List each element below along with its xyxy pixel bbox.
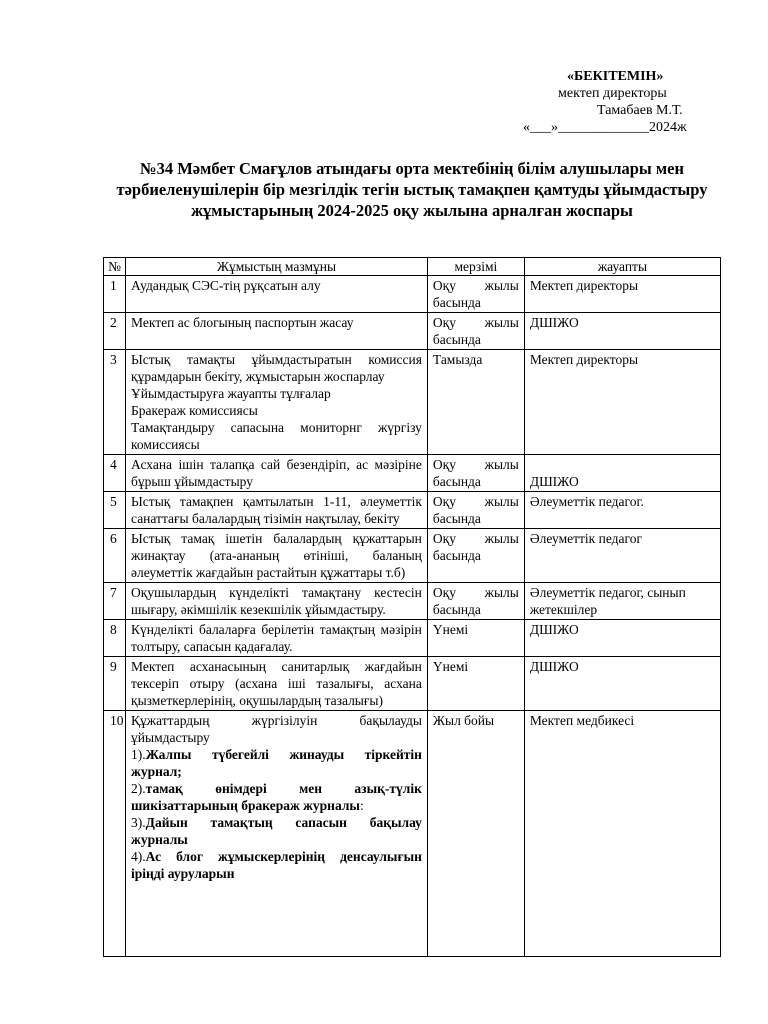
row-content-line: Тамақтандыру сапасына мониторнг жүргізу комиссиясы [131,420,422,452]
row-content [126,350,428,455]
row-content-line: Аудандық СЭС-тің рұқсатын алу [131,278,321,293]
row-number: 6 [104,529,126,583]
doc-item-2: 2).тамақ өнімдері мен азық-түлік шикізаттарының бракераж журналы: [131,781,422,813]
row-number: 9 [104,657,126,711]
row-term: Оқу жылы басында [427,529,524,583]
row-content-intro: Құжаттардың жүргізілуін бақылауды ұйымдастыру [131,713,422,745]
doc-item-3: 3).Дайын тамақтың сапасын бақылау журналы [131,815,422,847]
row-number: 1 [104,276,126,313]
plan-table [103,257,721,957]
table-row-10 [104,711,721,957]
approval-date: «___»_____________2024ж [523,120,687,135]
row-number: 8 [104,620,126,657]
row-responsible: Әлеуметтік педагог, сынып жетекшілер [524,583,720,620]
row-content [126,313,428,350]
doc-item-4: 4).Ас блог жұмыскерлерінің денсаулығын іріңді ауруларын [131,849,422,881]
row-responsible: Мектеп медбикесі [524,711,720,957]
row-responsible: ДШІЖО [524,657,720,711]
row-content-line: Мектеп ас блогының паспортын жасау [131,315,354,330]
row-content-line: Ұйымдастыруға жауапты тұлғалар [131,386,331,401]
row-content-line: Асхана ішін талапқа сай безендіріп, ас мәзіріне бұрыш ұйымдастыру [131,457,422,489]
row-number: 3 [104,350,126,455]
row-responsible: Мектеп директоры [524,276,720,313]
doc-item-1: 1).Жалпы түбегейлі жинауды тіркейтін журнал; [131,747,422,779]
row-content [126,455,428,492]
row-responsible: Әлеуметтік педагог [524,529,720,583]
approval-title: «БЕКІТЕМІН» [567,69,664,84]
row-content [126,711,428,957]
table-row-7 [104,583,721,620]
row-responsible: Әлеуметтік педагог. [524,492,720,529]
row-responsible [524,455,720,492]
table-row-8 [104,620,721,657]
header-number: № [104,258,126,276]
header-term: мерзімі [427,258,524,276]
row-content-line: Күнделікті балаларға берілетін тамақтың мәзірін толтыру, сапасын қадағалау. [131,622,422,654]
row-content-line: Ыстық тамақ ішетін балалардың құжаттарын жинақтау (ата-ананың өтініші, баланың әлеуметтік жағдайын растайтын құжаттары т.б) [131,531,422,580]
row-responsible: ДШІЖО [524,313,720,350]
document-title: №34 Мәмбет Смағұлов атындағы орта мектебінің білім алушылары мен тәрбиеленушілерін бір мезгілдік тегін ыстық тамақпен қамтуды ұйымдастыру жұмыстарының 2024-2025 оқу жылына арналған жоспары [116,159,708,220]
table-body [104,276,721,957]
row-content [126,657,428,711]
approval-name: Тамабаев М.Т. [597,103,683,118]
table-row-4 [104,455,721,492]
table-row-1 [104,276,721,313]
table-row-2 [104,313,721,350]
table-row-9 [104,657,721,711]
row-content [126,583,428,620]
row-content [126,492,428,529]
row-term: Оқу жылы басында [427,455,524,492]
row-content-line: Мектеп асханасының санитарлық жағдайын тексеріп отыру (асхана іші тазалығы, асхана қызметкерлерінің, оқушылардың тазалығы) [131,659,422,708]
approval-position: мектеп директоры [558,86,667,101]
row-responsible: Мектеп директоры [524,350,720,455]
row-content [126,529,428,583]
row-number: 4 [104,455,126,492]
row-responsible: ДШІЖО [524,620,720,657]
row-responsible-text: ДШІЖО [529,474,579,489]
table-row-5 [104,492,721,529]
header-responsible: жауапты [524,258,720,276]
table-row-6 [104,529,721,583]
row-number: 5 [104,492,126,529]
row-term: Оқу жылы басында [427,583,524,620]
header-content: Жұмыстың мазмұны [126,258,428,276]
cell-spacer [530,456,715,473]
row-content-line: Бракераж комиссиясы [131,403,258,418]
row-number: 2 [104,313,126,350]
row-term: Үнемі [427,620,524,657]
table-row-3 [104,350,721,455]
row-term: Тамызда [427,350,524,455]
row-content-line: Ыстық тамақпен қамтылатын 1-11, әлеуметтік санаттағы балалардың тізімін нақтылау, бекіту [131,494,422,526]
table-header-row [104,258,721,276]
row-content-line: Оқушылардың күнделікті тамақтану кестесін шығару, әкімшілік кезекшілік ұйымдастыру. [131,585,422,617]
approval-block [520,68,720,136]
row-content [126,276,428,313]
row-number: 7 [104,583,126,620]
row-content-line: Ыстық тамақты ұйымдастыратын комиссия құрамдарын бекіту, жұмыстарын жоспарлау [131,352,422,384]
row-term: Жыл бойы [427,711,524,957]
row-term: Оқу жылы басында [427,492,524,529]
row-number: 10 [104,711,126,957]
row-content [126,620,428,657]
row-term: Үнемі [427,657,524,711]
row-term: Оқу жылы басында [427,313,524,350]
row-term: Оқу жылы басында [427,276,524,313]
